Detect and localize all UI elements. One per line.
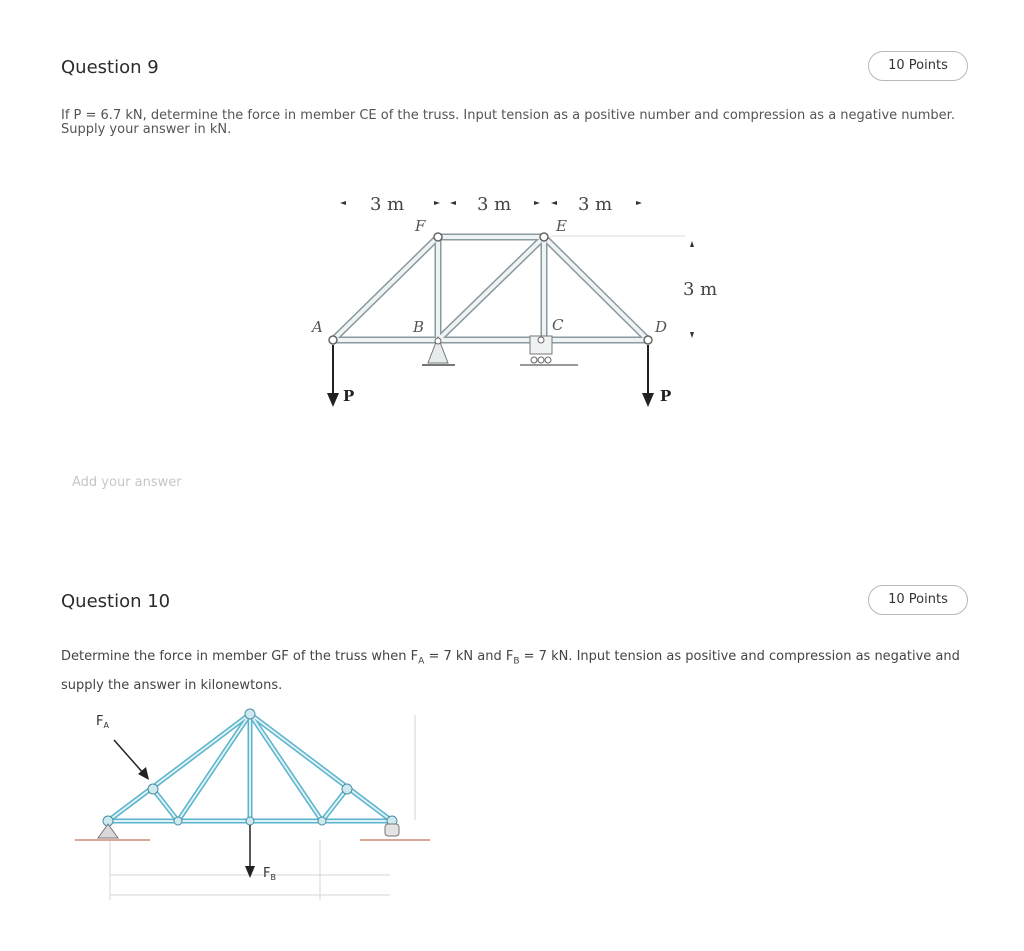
svg-text:C: C — [552, 316, 564, 334]
question-10-points-badge: 10 Points — [868, 585, 968, 615]
force-b-label: $F_B$ — [263, 866, 276, 882]
svg-text:3 m: 3 m — [477, 194, 512, 215]
svg-text:3 m: 3 m — [683, 279, 718, 300]
svg-text:3 m: 3 m — [370, 194, 405, 215]
dimension-arrows — [340, 201, 694, 338]
roller-support-right — [360, 824, 430, 840]
question-9-text: If P = 6.7 kN, determine the force in member CE of the truss. Input tension as a positive number and compression as a negative number. Supply your answer in kN. — [61, 108, 955, 137]
question-10-title: Question 10 — [61, 591, 171, 612]
pin-support-left — [75, 824, 150, 840]
svg-text:D: D — [655, 318, 668, 336]
question-9-answer-input[interactable] — [62, 468, 542, 496]
svg-text:E: E — [556, 217, 567, 235]
question-9-title: Question 9 — [61, 57, 159, 78]
force-a-label: $F_A$ — [96, 714, 109, 730]
svg-text:F: F — [415, 217, 426, 235]
question-9-points-badge: 10 Points — [868, 51, 968, 81]
svg-text:A: A — [312, 318, 323, 336]
svg-text:P: P — [343, 387, 355, 405]
svg-text:B: B — [413, 318, 425, 336]
question-10-truss-figure — [70, 700, 440, 910]
load-labels — [343, 387, 671, 405]
load-arrows — [327, 345, 654, 407]
question-9-truss-figure — [300, 185, 720, 415]
svg-text:P: P — [660, 387, 672, 405]
question-10-text: Determine the force in member GF of the truss when $F_A = 7$ kN and $F_B = 7$ kN. Input tension as positive and compression as negative and supply the answer in kilonewtons. — [61, 649, 960, 693]
svg-text:3 m: 3 m — [578, 194, 613, 215]
